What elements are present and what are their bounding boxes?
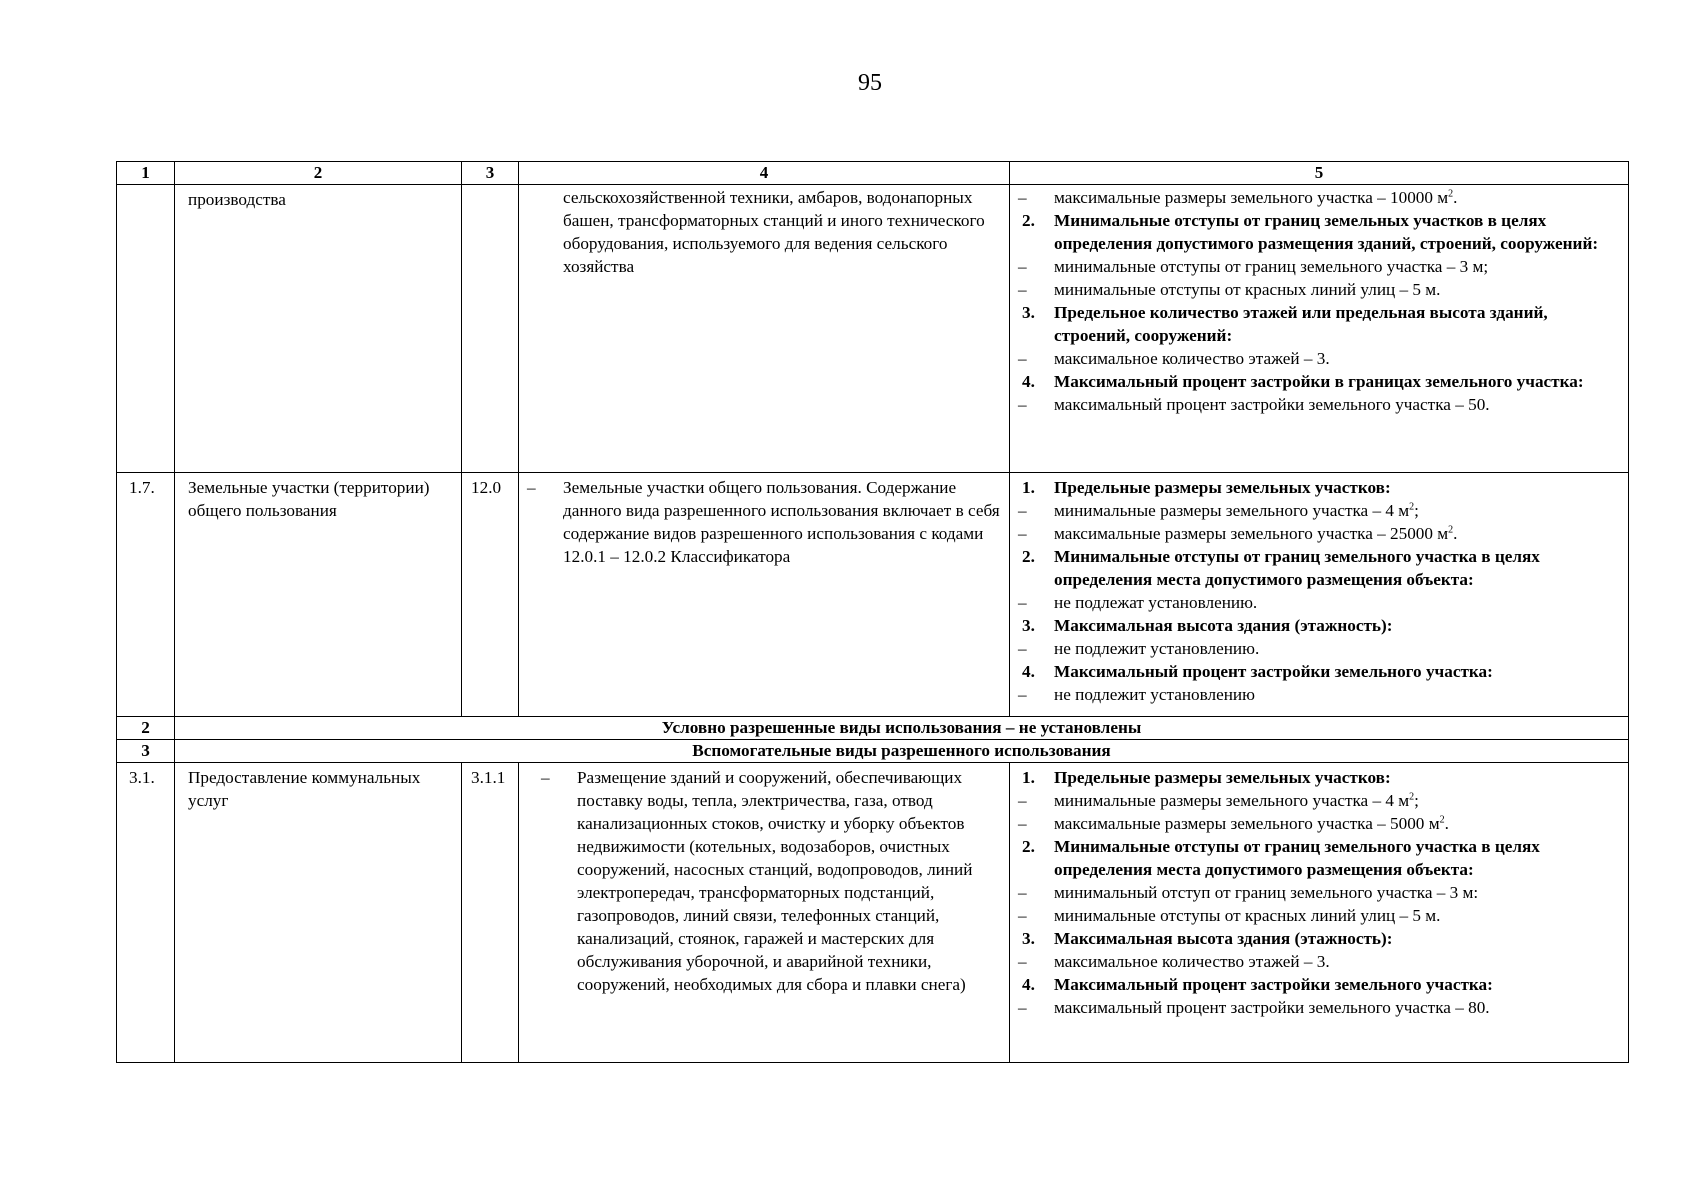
- table-row: [117, 473, 1629, 717]
- parameter-heading: [1010, 476, 1622, 499]
- list-marker: 2.: [1022, 837, 1035, 856]
- parameter-item: [1010, 278, 1622, 301]
- parameter-text: не подлежит установлению.: [1054, 639, 1260, 658]
- parameter-item: [1010, 255, 1622, 278]
- parameter-item: [1010, 522, 1622, 545]
- use-type-name: Предоставление коммунальных услуг: [175, 763, 462, 1063]
- section-row: [117, 740, 1629, 763]
- parameter-text: максимальные размеры земельного участка – 5000 м: [1054, 814, 1440, 833]
- header-row: [117, 162, 1629, 185]
- section-title: Вспомогательные виды разрешенного использования: [175, 740, 1629, 763]
- parameter-heading: [1010, 766, 1622, 789]
- list-marker: 3.: [1022, 616, 1035, 635]
- section-title: Условно разрешенные виды использования – не установлены: [175, 717, 1629, 740]
- list-marker: 4.: [1022, 662, 1035, 681]
- list-marker: –: [1018, 791, 1027, 810]
- parameter-heading: [1010, 835, 1622, 881]
- parameter-text: минимальные отступы от красных линий улиц – 5 м.: [1054, 280, 1441, 299]
- parameter-heading: [1010, 370, 1622, 393]
- list-marker: –: [1018, 906, 1027, 925]
- table-row: [117, 185, 1629, 473]
- header-col-2: 2: [175, 162, 462, 185]
- section-number: 2: [117, 717, 175, 740]
- list-marker: –: [1018, 188, 1027, 207]
- unit-superscript: 2: [1409, 791, 1415, 803]
- parameter-text: максимальное количество этажей – 3.: [1054, 349, 1330, 368]
- parameter-text: минимальные размеры земельного участка – 4 м: [1054, 501, 1410, 520]
- row-number: 1.7.: [117, 473, 175, 717]
- page-number: 95: [858, 70, 882, 96]
- parameter-tail: ;: [1414, 501, 1419, 520]
- parameter-item: [1010, 186, 1622, 209]
- list-marker: 2.: [1022, 211, 1035, 230]
- row-number: [117, 185, 175, 473]
- parameter-text: минимальные отступы от красных линий улиц – 5 м.: [1054, 906, 1441, 925]
- list-marker: –: [1018, 280, 1027, 299]
- land-use-table: [116, 161, 1629, 1063]
- unit-superscript: 2: [1439, 814, 1445, 826]
- use-type-code: 12.0: [462, 473, 519, 717]
- list-marker: 4.: [1022, 975, 1035, 994]
- list-marker: –: [1018, 883, 1027, 902]
- parameter-text: Максимальная высота здания (этажность):: [1054, 929, 1393, 948]
- table-row: [117, 763, 1629, 1063]
- parameter-text: Максимальная высота здания (этажность):: [1054, 616, 1393, 635]
- header-col-1: 1: [117, 162, 175, 185]
- description-text: Земельные участки общего пользования. Содержание данного вида разрешенного использования включает в себя содержание видов разрешенного использования с кодами 12.0.1 – 12.0.2 Классификатора: [563, 478, 1000, 566]
- list-marker: 1.: [1022, 768, 1035, 787]
- parameter-item: [1010, 904, 1622, 927]
- unit-superscript: 2: [1409, 501, 1415, 513]
- parameter-item: [1010, 347, 1622, 370]
- use-type-description: [519, 473, 1010, 717]
- parameter-text: Минимальные отступы от границ земельного участка в целях определения места допустимого размещения объекта:: [1054, 837, 1540, 879]
- description-text: сельскохозяйственной техники, амбаров, водонапорных башен, трансформаторных станций и иного технического оборудования, используемого для ведения сельского хозяйства: [563, 188, 985, 276]
- unit-superscript: 2: [1448, 524, 1454, 536]
- row-number: 3.1.: [117, 763, 175, 1063]
- parameter-text: максимальные размеры земельного участка – 10000 м: [1054, 188, 1449, 207]
- parameter-heading: [1010, 301, 1622, 347]
- parameter-tail: .: [1453, 188, 1458, 207]
- list-marker: –: [1018, 349, 1027, 368]
- parameter-text: максимальные размеры земельного участка – 25000 м: [1054, 524, 1449, 543]
- list-marker: –: [1018, 814, 1027, 833]
- list-marker: –: [1018, 639, 1027, 658]
- dash-marker: –: [541, 768, 550, 787]
- parameter-text: Предельное количество этажей или предельная высота зданий, строений, сооружений:: [1054, 303, 1548, 345]
- use-type-name: производства: [175, 185, 462, 473]
- parameter-item: [1010, 499, 1622, 522]
- parameter-item: [1010, 881, 1622, 904]
- list-marker: 4.: [1022, 372, 1035, 391]
- use-type-name: Земельные участки (территории) общего пользования: [175, 473, 462, 717]
- parameter-text: Минимальные отступы от границ земельного участка в целях определения места допустимого размещения объекта:: [1054, 547, 1540, 589]
- parameter-item: [1010, 591, 1622, 614]
- parameter-text: Предельные размеры земельных участков:: [1054, 478, 1391, 497]
- list-marker: –: [1018, 593, 1027, 612]
- parameter-text: максимальный процент застройки земельного участка – 80.: [1054, 998, 1490, 1017]
- parameters-cell: [1010, 763, 1629, 1063]
- use-type-code: [462, 185, 519, 473]
- parameter-item: [1010, 683, 1622, 706]
- parameter-heading: [1010, 660, 1622, 683]
- list-marker: –: [1018, 501, 1027, 520]
- parameter-text: минимальный отступ от границ земельного участка – 3 м:: [1054, 883, 1479, 902]
- list-marker: –: [1018, 685, 1027, 704]
- parameter-text: максимальное количество этажей – 3.: [1054, 952, 1330, 971]
- list-marker: 1.: [1022, 478, 1035, 497]
- parameter-text: Минимальные отступы от границ земельных участков в целях определения допустимого размещения зданий, строений, сооружений:: [1054, 211, 1599, 253]
- parameter-item: [1010, 637, 1622, 660]
- use-type-code: 3.1.1: [462, 763, 519, 1063]
- dash-marker: –: [527, 478, 536, 497]
- parameter-tail: .: [1453, 524, 1458, 543]
- list-marker: –: [1018, 952, 1027, 971]
- description-text: Размещение зданий и сооружений, обеспечивающих поставку воды, тепла, электричества, газа, отвод канализационных стоков, очистку и уборку объектов недвижимости (котельных, водозаборов, очистных сооружений, насосных станций, водопроводов, линий электропередач, трансформаторных подстанций, газопроводов, линий связи, телефонных станций, канализаций, стоянок, гаражей и мастерских для обслуживания уборочной, и аварийной техники, сооружений, необходимых для сбора и плавки снега): [577, 768, 973, 994]
- use-type-description: [519, 185, 1010, 473]
- list-marker: –: [1018, 524, 1027, 543]
- parameter-text: не подлежит установлению: [1054, 685, 1255, 704]
- parameter-tail: .: [1444, 814, 1449, 833]
- parameter-text: Предельные размеры земельных участков:: [1054, 768, 1391, 787]
- parameter-heading: [1010, 614, 1622, 637]
- parameter-text: максимальный процент застройки земельного участка – 50.: [1054, 395, 1490, 414]
- parameter-heading: [1010, 545, 1622, 591]
- parameter-item: [1010, 812, 1622, 835]
- parameter-text: минимальные отступы от границ земельного участка – 3 м;: [1054, 257, 1489, 276]
- list-marker: 3.: [1022, 303, 1035, 322]
- list-marker: 3.: [1022, 929, 1035, 948]
- list-marker: 2.: [1022, 547, 1035, 566]
- parameter-text: Максимальный процент застройки в границах земельного участка:: [1054, 372, 1584, 391]
- parameter-tail: ;: [1414, 791, 1419, 810]
- parameter-heading: [1010, 927, 1622, 950]
- parameter-item: [1010, 393, 1622, 416]
- parameter-text: Максимальный процент застройки земельного участка:: [1054, 662, 1493, 681]
- parameter-heading: [1010, 973, 1622, 996]
- parameter-text: минимальные размеры земельного участка – 4 м: [1054, 791, 1410, 810]
- parameters-cell: [1010, 185, 1629, 473]
- header-col-3: 3: [462, 162, 519, 185]
- list-marker: –: [1018, 395, 1027, 414]
- parameter-text: Максимальный процент застройки земельного участка:: [1054, 975, 1493, 994]
- parameters-cell: [1010, 473, 1629, 717]
- header-col-4: 4: [519, 162, 1010, 185]
- parameter-heading: [1010, 209, 1622, 255]
- parameter-item: [1010, 950, 1622, 973]
- list-marker: –: [1018, 257, 1027, 276]
- parameter-item: [1010, 996, 1622, 1019]
- unit-superscript: 2: [1448, 188, 1454, 200]
- parameter-item: [1010, 789, 1622, 812]
- list-marker: –: [1018, 998, 1027, 1017]
- header-col-5: 5: [1010, 162, 1629, 185]
- section-row: [117, 717, 1629, 740]
- parameter-text: не подлежат установлению.: [1054, 593, 1258, 612]
- use-type-description: [519, 763, 1010, 1063]
- section-number: 3: [117, 740, 175, 763]
